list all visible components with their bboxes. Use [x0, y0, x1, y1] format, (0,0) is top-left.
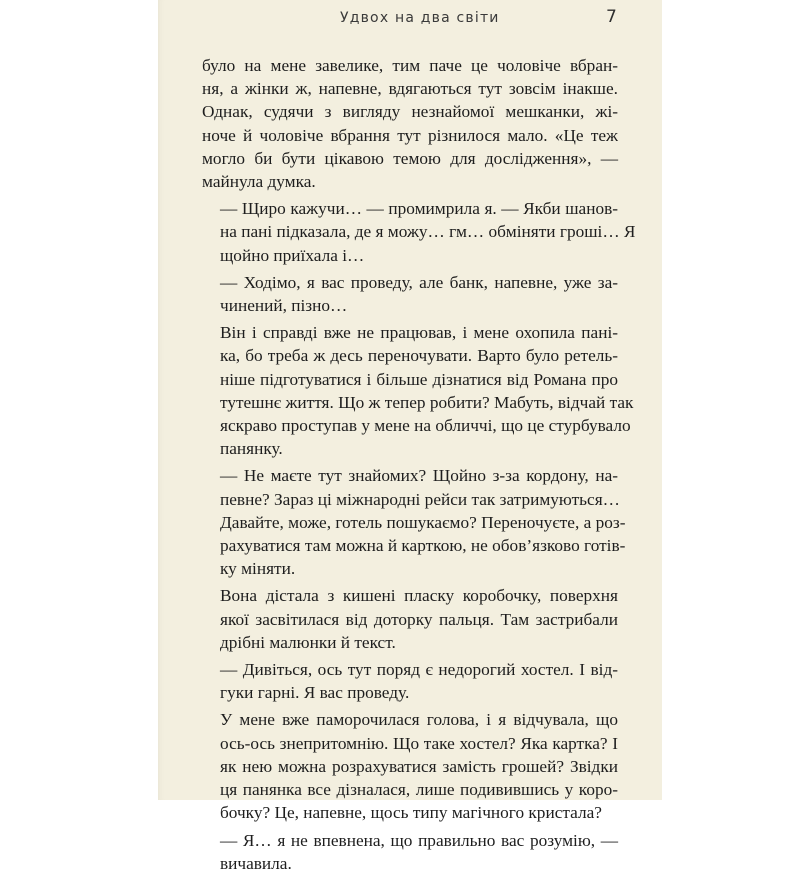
text-line: щойно приїхала і… [220, 245, 365, 265]
text-line: ця панянка все дізналася, лише подивившись у коро- [220, 780, 618, 800]
text-line: гуки гарні. Я вас проведу. [220, 683, 410, 703]
text-line: було на мене завелике, тим паче це чоловіче вбран- [202, 56, 618, 75]
text-line: як нею можна розрахуватися замість грошей? Звідки [220, 756, 618, 776]
paragraph [202, 271, 618, 317]
text-line: ніше підготуватися і більше дізнатися від Романа про [220, 369, 618, 389]
paragraph [202, 584, 618, 654]
text-line: Він і справді вже не працював, і мене охопила пані- [220, 323, 618, 343]
running-header [158, 6, 662, 28]
running-title: Удвох на два світи [340, 10, 500, 26]
text-line: рахуватися там можна й карткою, не обов’язково готів- [220, 536, 626, 556]
body-text [202, 54, 636, 879]
text-line: могло би бути цікавою темою для дослідження», — [202, 148, 618, 168]
text-line: бочку? Це, напевне, щось типу магічного кристала? [220, 803, 602, 823]
text-line: яскраво проступав у мене на обличчі, що це стурбувало [220, 416, 631, 436]
text-line: ка, бо треба ж десь переночувати. Варто було ретель- [220, 346, 618, 366]
text-line: — Щиро кажучи… — промимрила я. — Якби шанов- [220, 199, 618, 219]
text-line: якої засвітилася від доторку пальця. Там застрибали [220, 609, 618, 629]
text-line: ня, а жінки ж, напевне, вдягаються тут зовсім інакше. [202, 79, 618, 99]
text-line: панянку. [220, 439, 283, 459]
text-line: майнула думка. [202, 172, 316, 192]
text-line: — Ходімо, я вас проведу, але банк, напевне, уже за- [220, 272, 618, 292]
text-line: тутешнє життя. Що ж тепер робити? Мабуть, відчай так [220, 392, 634, 412]
text-line: — Я… я не впевнена, що правильно вас розумію, — [220, 830, 618, 850]
text-line: — Не маєте тут знайомих? Щойно з-за кордону, на- [220, 466, 618, 486]
page-number: 7 [606, 7, 617, 27]
text-line: вичавила. [220, 853, 292, 873]
text-line: Однак, судячи з вигляду незнайомої мешканки, жі- [202, 102, 618, 122]
paragraph [202, 658, 618, 704]
text-line: певне? Зараз ці міжнародні рейси так затримуються… [220, 489, 620, 509]
paragraph [202, 829, 618, 875]
text-line: дрібні малюнки й текст. [220, 632, 396, 652]
text-line: ку міняти. [220, 559, 296, 579]
text-line: У мене вже паморочилася голова, і я відчувала, що [220, 710, 618, 730]
text-line: ось-ось знепритомнію. Що таке хостел? Яка картка? І [220, 733, 618, 753]
paragraph [202, 54, 618, 193]
text-line: чинений, пізно… [220, 296, 348, 316]
paragraph [202, 708, 618, 824]
paragraph [202, 197, 636, 267]
book-page [158, 0, 662, 873]
text-line: — Дивіться, ось тут поряд є недорогий хостел. І від- [220, 660, 618, 680]
paragraph [202, 321, 634, 460]
text-line: Вона дістала з кишені пласку коробочку, поверхня [220, 586, 618, 606]
text-line: ноче й чоловіче вбрання тут різнилося мало. «Це теж [202, 125, 618, 145]
text-line: Давайте, може, готель пошукаємо? Переночуєте, а роз- [220, 512, 626, 532]
text-line: на пані підказала, де я можу… гм… обміняти гроші… Я [220, 222, 636, 242]
paragraph [202, 464, 626, 580]
